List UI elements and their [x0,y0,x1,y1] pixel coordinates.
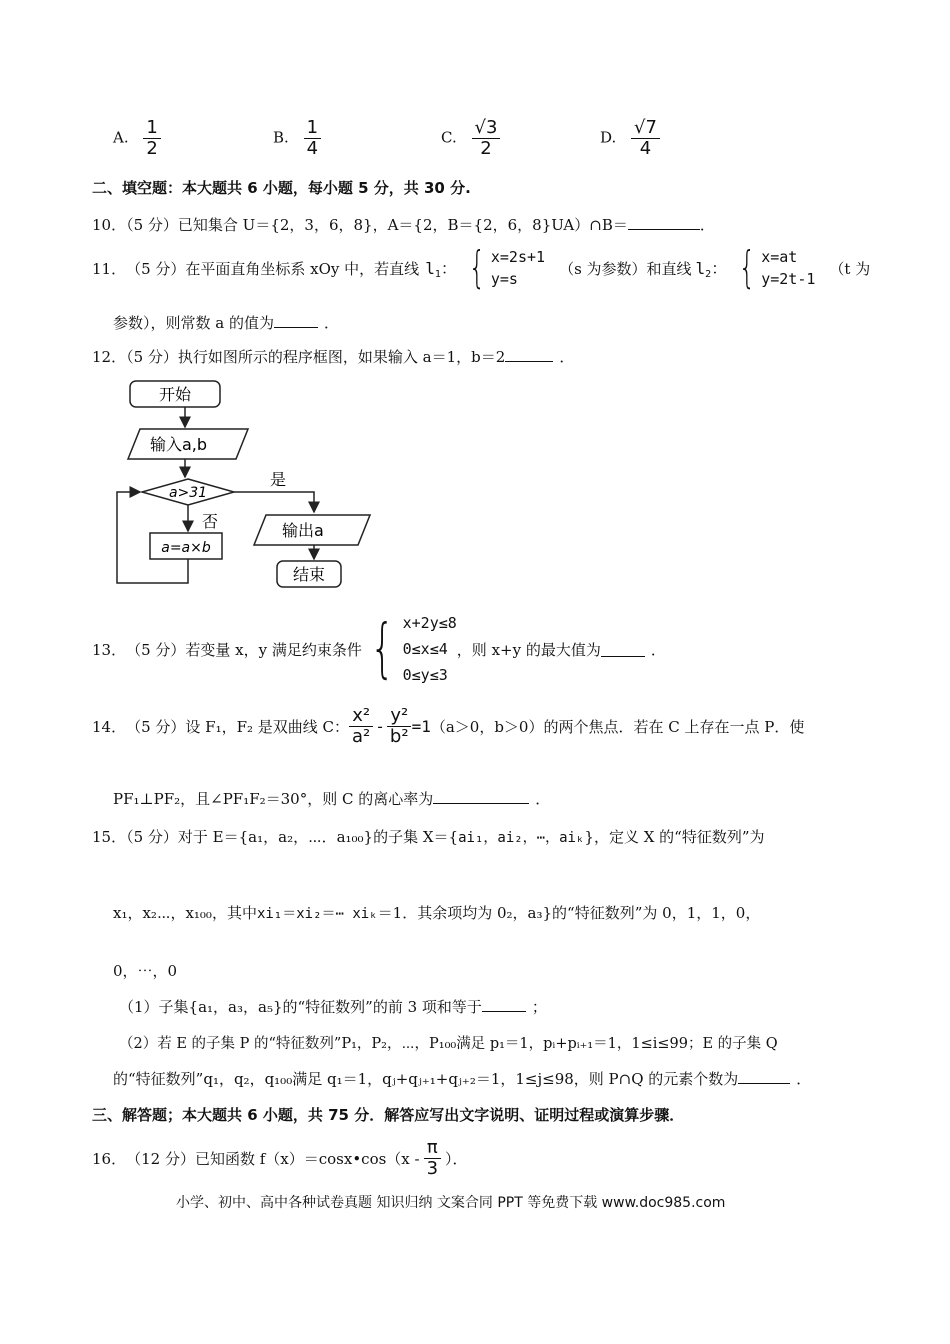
q14-equals: =1 [411,717,431,736]
option-c [441,118,500,159]
q11-line2 [113,312,339,333]
q11-end1: （t 为 [829,259,871,278]
flow-yes-label: 是 [270,470,287,489]
q15-line2-eq: xi₁＝xi₂＝⋯ xiₖ [256,906,378,922]
flow-decision-text: a>31 [168,485,208,501]
q14-minus: - [375,717,385,736]
q14-frac-y-num: y² [387,706,411,727]
q12-end: ． [559,348,575,366]
option-d-num: √7 [631,118,660,139]
q14-number: 14． [92,718,127,736]
q15-line2b: ＝1．其余项均为 0₂，a₃}的“特征数列”为 0，1，1，0， [377,904,761,922]
flow-output-text: 输出a [282,521,324,540]
q13-after: ，则 x+y 的最大值为 [456,640,601,659]
option-a-fraction [143,118,160,159]
flow-input-text: 输入a,b [150,435,208,454]
q15-line1a: （5 分）对于 E＝{a₁，a₂，⋯．a₁₀₀}的子集 X＝{ [126,828,459,846]
option-c-label: C. [441,128,457,147]
q14-answer-blank[interactable] [433,789,529,804]
option-b-num: 1 [304,118,321,139]
q11-l1-sub: 1 [434,269,441,280]
question-12 [92,346,574,367]
section2-title: 二、填空题：本大题共 6 小题，每小题 5 分，共 30 分. [92,179,471,197]
q15-part1 [119,996,547,1017]
q12-answer-blank[interactable] [505,347,553,362]
q16-end: ）． [445,1150,468,1168]
brace-icon: { [370,612,395,686]
q12-number: 12． [92,348,127,366]
q16-number: 16． [92,1150,127,1168]
q10-answer-blank[interactable] [628,215,700,230]
page-footer: 小学、初中、高中各种试卷真题 知识归纳 文案合同 PPT 等免费下载 www.doc985.com [176,1195,726,1211]
program-flowchart [110,375,380,593]
question-11 [92,242,871,293]
q11-line2-text: 参数），则常数 a 的值为 [113,314,274,332]
flow-process-text: a=a×b [161,540,211,556]
q14-frac-x-num: x² [349,706,373,727]
option-d [600,118,660,159]
q16-fraction [424,1138,441,1179]
flow-no-label: 否 [202,512,219,531]
q13-constraint-2: 0≤x≤4 [402,640,448,658]
flow-arrow-yes [234,492,314,512]
option-c-den: 2 [480,138,492,159]
q15-part2b-text: 的“特征数列”q₁，q₂，q₁₀₀满足 q₁＝1，qⱼ+qⱼ₊₁+qⱼ₊₂＝1，1≤j≤98，则 P∩Q 的元素个数为 [113,1070,739,1088]
option-b-label: B. [273,128,289,147]
q13-end: ． [650,640,666,659]
q10-end: ． [699,216,715,234]
option-c-num: √3 [472,118,501,139]
q14-frac-y [387,706,412,747]
q15-part1-blank[interactable] [482,997,526,1012]
q14-line2 [113,788,550,809]
q16-frac-den: 3 [426,1158,439,1179]
q11-l2: l [695,259,706,278]
q15-line2 [113,902,760,923]
option-a-den: 2 [146,138,158,159]
option-a-label: A. [113,128,129,147]
q11-sys2-eq2: y=2t-1 [761,270,816,288]
q13-system [362,610,457,688]
flow-end-text: 结束 [292,565,326,584]
q11-mid: （s 为参数）和直线 [559,259,692,278]
q14-frac-y-den: b² [389,726,409,747]
q10-text: （5 分）已知集合 U＝{2，3，6，8}，A＝{2，B＝{2，6，8}UA）∩B＝ [126,216,628,234]
q12-text: （5 分）执行如图所示的程序框图，如果输入 a＝1，b＝2 [126,348,506,366]
q13-constraint-3: 0≤y≤3 [402,666,448,684]
q11-sys1-eq1: x=2s+1 [490,248,546,266]
q13-text: （5 分）若变量 x，y 满足约束条件 [126,640,362,659]
q13-constraint-1: x+2y≤8 [402,614,457,632]
q15-line3: 0，⋯，0 [113,962,178,980]
q10-number: 10． [92,216,127,234]
section3-title: 三、解答题；本大题共 6 小题，共 75 分．解答应写出文字说明、证明过程或演算步骤． [92,1106,685,1124]
q11-system-2 [733,242,816,293]
option-d-label: D. [600,128,617,147]
brace-icon: { [738,242,756,293]
q16-frac-num: π [424,1138,441,1159]
option-c-fraction [472,118,501,159]
q11-line1-symbol: $l_1$： [425,259,457,280]
q15-part2-line1: （2）若 E 的子集 P 的“特征数列”P₁，P₂，⋯，P₁₀₀满足 p₁＝1，pᵢ+pᵢ₊₁＝1，1≤i≤99；E 的子集 Q [119,1036,778,1052]
q11-answer-blank[interactable] [274,313,318,328]
question-10 [92,214,715,235]
option-b [273,118,321,159]
option-a [113,118,161,159]
option-b-den: 4 [306,138,319,159]
q15-part1-text: （1）子集{a₁，a₃，a₅}的“特征数列”的前 3 项和等于 [119,998,482,1016]
q11-sys2-eq1: x=at [761,248,798,266]
q13-number: 13． [92,640,127,659]
q14-text2: （a＞0，b＞0）的两个焦点．若在 C 上存在一点 P．使 [430,718,805,736]
q15-part2-line2 [113,1068,811,1089]
q11-text: （5 分）在平面直角坐标系 xOy 中，若直线 [126,259,420,278]
q15-subset-elements: ai₁，ai₂，⋯，aiₖ [458,830,585,846]
q15-number: 15． [92,828,127,846]
option-d-fraction [631,118,660,159]
q11-line2-symbol: $l_2$： [695,259,728,280]
option-a-num: 1 [143,118,160,139]
question-13 [92,610,666,688]
q11-l2-sub: 2 [705,269,712,280]
q15-part1-end: ； [531,998,547,1016]
q11-end2: ． [323,314,339,332]
question-15 [92,826,765,847]
q13-answer-blank[interactable] [601,642,645,657]
q11-sys1-eq2: y=s [490,270,518,288]
q15-part2-blank[interactable] [738,1069,790,1084]
q11-number: 11． [92,259,127,278]
q14-text: （5 分）设 F₁，F₂ 是双曲线 C： [126,718,350,736]
question-14 [92,706,804,747]
q14-frac-x [349,706,373,747]
q14-line2-text: PF₁⊥PF₂，且∠PF₁F₂＝30°，则 C 的离心率为 [113,790,434,808]
q15-part2-end: ． [796,1070,812,1088]
q14-frac-x-den: a² [352,726,371,747]
question-16 [92,1138,468,1179]
brace-icon: { [468,242,486,293]
q14-end: ． [535,790,551,808]
option-d-den: 4 [639,138,652,159]
option-b-fraction [304,118,321,159]
q11-system-1 [463,242,546,293]
q11-l1: l [425,259,435,278]
flow-start-text: 开始 [158,385,192,404]
q16-text: （12 分）已知函数 f（x）＝cosx•cos（x - [126,1150,420,1168]
q15-line2a: x₁，x₂⋯，x₁₀₀，其中 [113,904,257,922]
q15-line1b: }，定义 X 的“特征数列”为 [584,828,765,846]
